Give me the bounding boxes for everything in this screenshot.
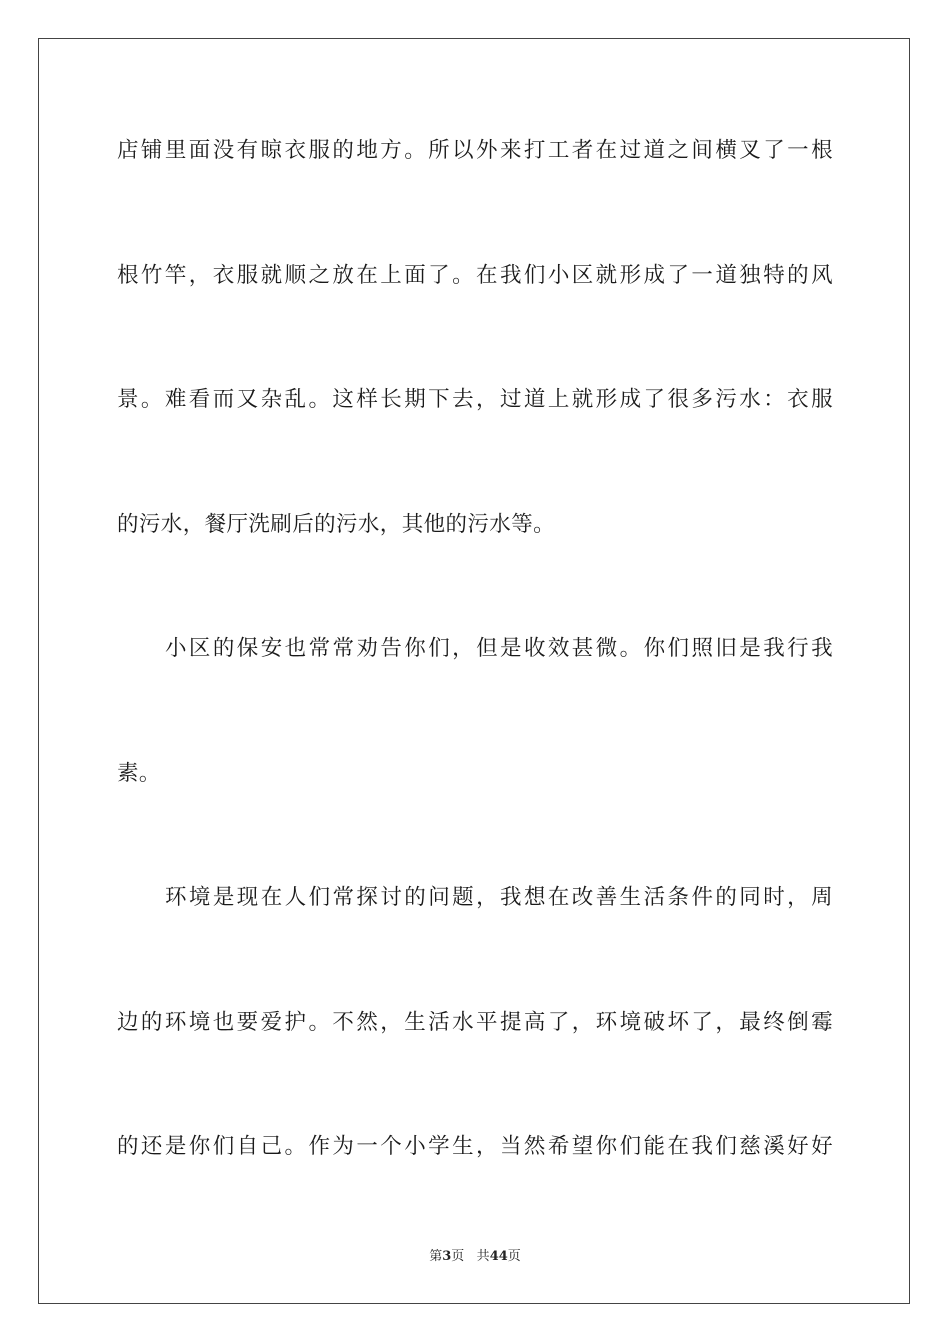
footer-page-prefix: 第	[429, 1249, 443, 1264]
text-line-1: 店铺里面没有晾衣服的地方。所以外来打工者在过道之间横叉了一根	[117, 138, 833, 163]
footer-total-pages: 44	[489, 1249, 508, 1264]
text-line-8: 边的环境也要爱护。不然，生活水平提高了，环境破坏了，最终倒霉	[117, 1010, 833, 1035]
text-line-7: 环境是现在人们常探讨的问题，我想在改善生活条件的同时，周	[165, 885, 833, 910]
text-line-3: 景。难看而又杂乱。这样长期下去，过道上就形成了很多污水：衣服	[117, 387, 833, 412]
text-line-6: 素。	[117, 761, 161, 786]
footer-total-prefix: 共	[476, 1249, 490, 1264]
footer-total-suffix: 页	[507, 1249, 521, 1264]
text-line-2: 根竹竿，衣服就顺之放在上面了。在我们小区就形成了一道独特的风	[117, 263, 833, 288]
text-line-5: 小区的保安也常常劝告你们，但是收效甚微。你们照旧是我行我	[165, 636, 833, 661]
footer-page-suffix: 页	[451, 1249, 465, 1264]
text-line-4: 的污水，餐厅洗刷后的污水，其他的污水等。	[117, 512, 556, 537]
footer-page-number: 3	[442, 1249, 452, 1264]
page-footer	[0, 1248, 950, 1266]
text-line-9: 的还是你们自己。作为一个小学生，当然希望你们能在我们慈溪好好	[117, 1134, 833, 1159]
page-border	[38, 38, 910, 1304]
